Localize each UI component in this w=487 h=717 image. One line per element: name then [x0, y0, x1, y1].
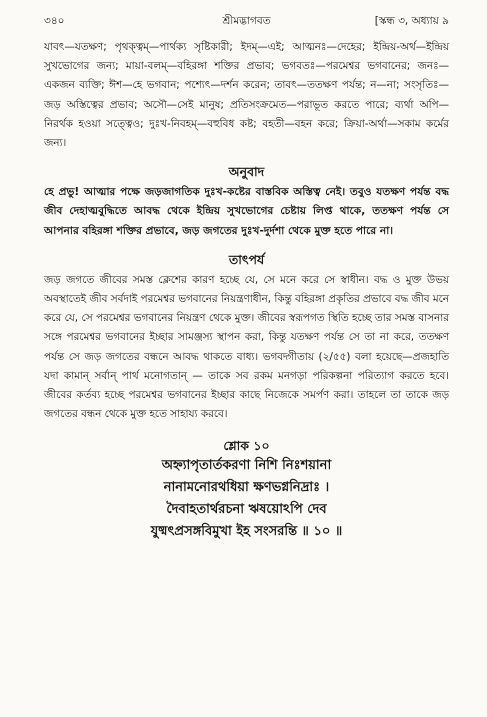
verse-line: অহ্ন্যাপৃতার্তকরণা নিশি নিঃশয়ানা — [161, 458, 332, 474]
verse-line: যুষ্মৎপ্রসঙ্গবিমুখা ইহ সংসরন্তি ॥ ১০ ॥ — [150, 524, 343, 540]
running-header — [44, 14, 449, 30]
chapter-reference: [স্কন্ধ ৩, অধ্যায় ৯ — [374, 15, 449, 27]
verse-block — [44, 436, 449, 543]
verse-line: নানামনোরথধিয়া ক্ষণভগ্ননিদ্রাঃ । — [163, 480, 330, 496]
synonyms-paragraph: যাবৎ—যতক্ষণ; পৃথক্‌ত্বম্—পার্থক্য সৃষ্টিকারী; ইদম্—এই; আত্মনঃ—দেহের; ইন্দ্রিয়-অর্থ—ইন্দ্রিয় সুখভোগের জন্য; মায়া-বলম্—বহিরঙ্গা শক্তির প্রভাব; ভগবতঃ—পরমেশ্বর ভগবানের; জনঃ—একজন ব্যক্তি; ঈশ—হে ভগবান; পশ্যেৎ—দর্শন করেন; তাবৎ—ততক্ষণ পর্যন্ত; ন—না; সংসৃতিঃ—জড় অস্তিত্বের প্রভাব; অসৌ—সেই মানুষ; প্রতিসংক্রমেত—পরাভূত করতে পারে; ব্যর্থা অপি—নিরর্থক হওয়া সত্ত্বেও; দুঃখ-নিবহম্—বহুবিধ কষ্ট; বহতী—বহন করে; ক্রিয়া-অর্থা—সকাম কর্মের জন্য। — [44, 41, 449, 150]
page-body — [44, 38, 449, 543]
translation-heading: অনুবাদ — [228, 164, 265, 180]
purport-heading: তাৎপর্য — [228, 251, 265, 267]
verse-line: দৈবাহতার্থরচনা ঋষয়োঽপি দেব — [166, 502, 327, 518]
translation-paragraph: হে প্রভু! আত্মার পক্ষে জড়জাগতিক দুঃখ-কষ্টের বাস্তবিক অস্তিত্ব নেই। তবুও যতক্ষণ পর্যন্ত বদ্ধ জীব দেহাত্মবুদ্ধিতে আবদ্ধ থেকে ইন্দ্রিয় সুখভোগের চেষ্টায় লিপ্ত থাকে, ততক্ষণ পর্যন্ত সে আপনার বহিরঙ্গা শক্তির প্রভাবে, জড় জগতের দুঃখ-দুর্দশা থেকে মুক্ত হতে পারে না। — [44, 186, 449, 237]
verse-title: শ্লোক ১০ — [223, 438, 270, 454]
purport-paragraph: জড় জগতে জীবের সমস্ত ক্লেশের কারণ হচ্ছে যে, সে মনে করে সে স্বাধীন। বদ্ধ ও মুক্ত উভয় অবস্থাতেই জীব সর্বদাই পরমেশ্বর ভগবানের নিয়ন্ত্রণাধীন, কিন্তু বহিরঙ্গা প্রকৃতির প্রভাবে বদ্ধ জীব মনে করে যে, সে পরমেশ্বর ভগবানের নিয়ন্ত্রণ থেকে মুক্ত। জীবের স্বরূপগত স্থিতি হচ্ছে তার সমস্ত বাসনার সঙ্গে পরমেশ্বর ভগবানের ইচ্ছার সামঞ্জস্য স্থাপন করা, কিন্তু যতক্ষণ পর্যন্ত সে তা না করে, ততক্ষণ পর্যন্ত সে জড় জগতের বন্ধনে আবদ্ধ থাকতে বাধ্য। ভগবদ্গীতায় (২/৫৫) বলা হয়েছে—প্রজহাতি যদা কামান্ সর্বান্ পার্থ মনোগতান্ — তাকে সব রকম মনগড়া পরিকল্পনা পরিত্যাগ করতে হবে। জীবের কর্তব্য হচ্ছে পরমেশ্বর ভগবানের ইচ্ছার কাছে নিজেকে সমর্পণ করা। তাহলে তা তাকে জড় জগতের বন্ধন থেকে মুক্ত হতে সাহায্য করবে। — [44, 273, 449, 421]
page-number: ৩৪০ — [44, 15, 65, 27]
book-title: শ্রীমদ্ভাগবত — [222, 15, 271, 27]
